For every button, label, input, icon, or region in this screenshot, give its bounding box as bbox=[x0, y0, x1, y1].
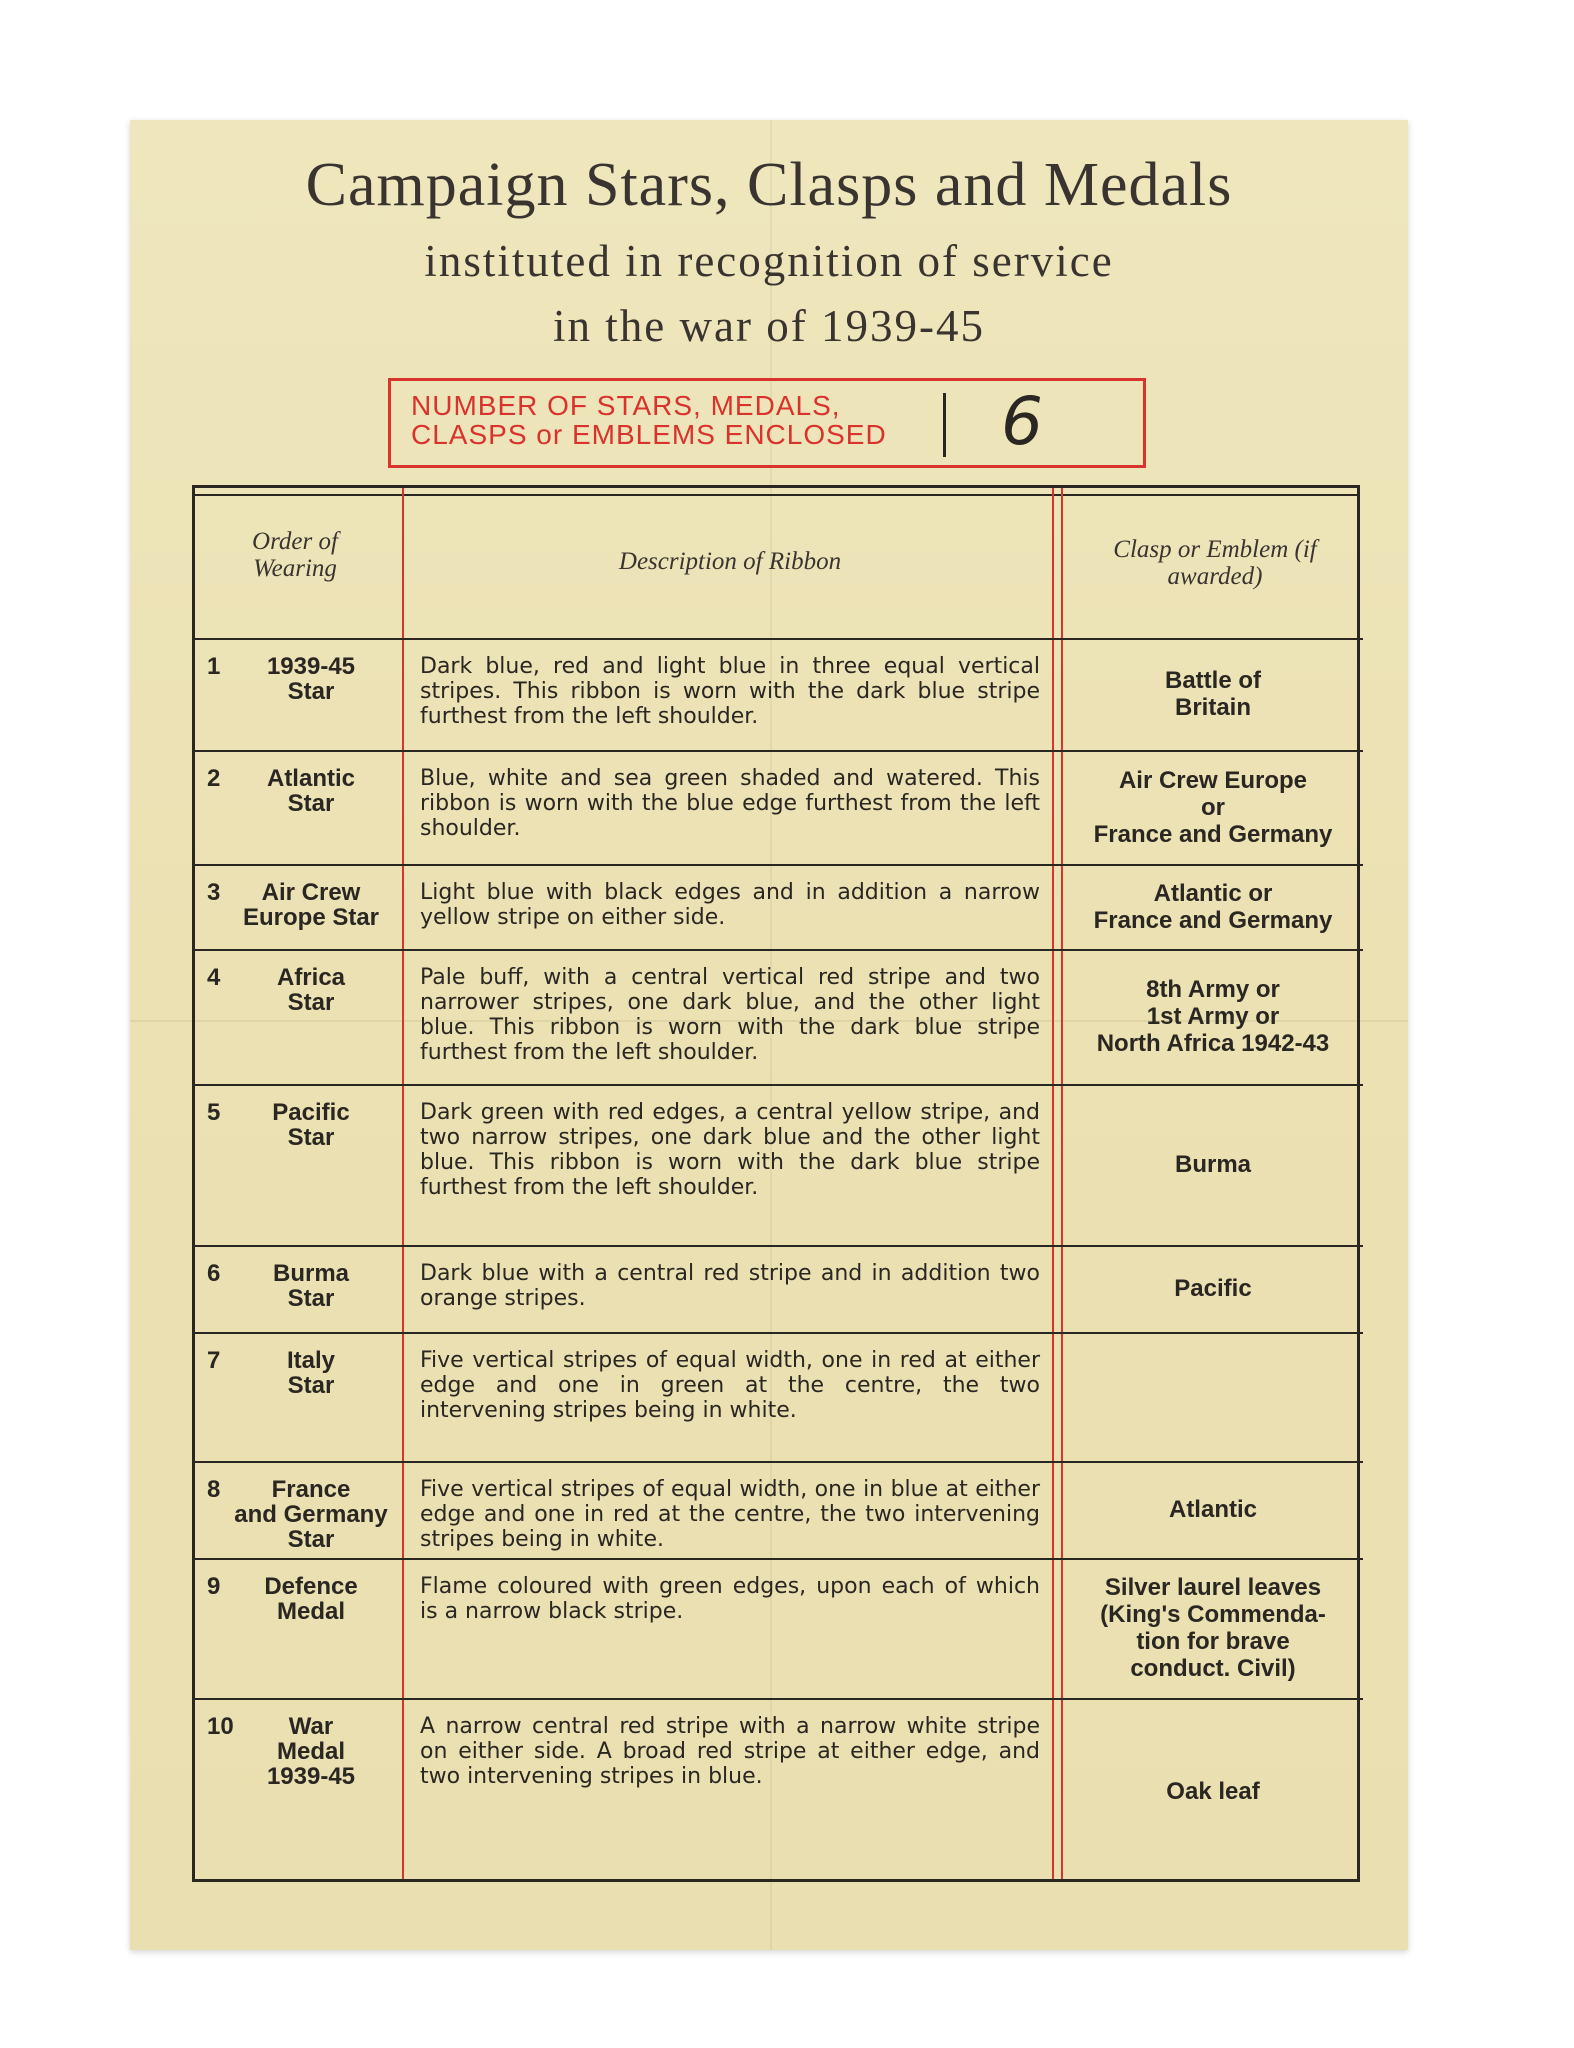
row-separator bbox=[195, 864, 1363, 866]
clasp-or-emblem: Atlantic or France and Germany bbox=[1093, 880, 1333, 934]
enclosed-count-label: NUMBER OF STARS, MEDALS, CLASPS or EMBLEMS ENCLOSED bbox=[411, 390, 887, 450]
ribbon-description: Flame coloured with green edges, upon each of which is a narrow black stripe. bbox=[420, 1574, 1040, 1624]
table-top-rule bbox=[195, 494, 1357, 496]
enclosed-count-box bbox=[388, 378, 1146, 468]
clasp-or-emblem: 8th Army or 1st Army or North Africa 1942-43 bbox=[1096, 976, 1330, 1057]
row-separator bbox=[195, 949, 1363, 951]
header-order-of-wearing: Order of Wearing bbox=[252, 528, 338, 582]
document-sheet bbox=[130, 120, 1408, 1950]
clasp-or-emblem: Burma bbox=[1174, 1151, 1252, 1178]
row-number: 7 bbox=[207, 1347, 221, 1374]
row-order-cell bbox=[203, 1714, 395, 1789]
column-divider-1 bbox=[402, 488, 404, 1879]
row-order-cell bbox=[203, 880, 395, 930]
ribbon-description: Five vertical stripes of equal width, one in red at either edge and one in green at the centre, the two intervening stripes being in white. bbox=[420, 1348, 1040, 1423]
row-number: 8 bbox=[207, 1476, 221, 1503]
row-separator bbox=[195, 750, 1363, 752]
enclosed-count-value: 6 bbox=[1001, 383, 1043, 460]
page-subtitle-line2: in the war of 1939-45 bbox=[553, 301, 985, 351]
row-separator bbox=[195, 1558, 1363, 1560]
medal-name: Atlantic Star bbox=[266, 765, 355, 817]
row-number: 3 bbox=[207, 879, 221, 906]
row-order-cell bbox=[203, 1574, 395, 1624]
ribbon-description: Five vertical stripes of equal width, one in blue at either edge and one in red at the centre, the two intervening stripes being in white. bbox=[420, 1477, 1040, 1552]
row-number: 9 bbox=[207, 1573, 221, 1600]
header-description-of-ribbon: Description of Ribbon bbox=[618, 548, 842, 575]
column-divider-2b bbox=[1061, 488, 1063, 1879]
row-order-cell bbox=[203, 1100, 395, 1150]
ribbon-description: Dark blue, red and light blue in three equal vertical stripes. This ribbon is worn with the dark blue stripe furthest from the left shoulder. bbox=[420, 654, 1040, 729]
clasp-or-emblem: Battle of Britain bbox=[1165, 667, 1261, 721]
ribbon-description: Dark green with red edges, a central yellow stripe, and two narrow stripes, one dark blue and the other light blue. This ribbon is worn with the dark blue stripe furthest from the left shoulder. bbox=[420, 1100, 1040, 1200]
medal-name: Pacific Star bbox=[272, 1099, 350, 1151]
row-number: 5 bbox=[207, 1099, 221, 1126]
row-separator bbox=[195, 1461, 1363, 1463]
row-order-cell bbox=[203, 965, 395, 1015]
clasp-or-emblem: Oak leaf bbox=[1166, 1778, 1260, 1805]
row-separator bbox=[195, 1245, 1363, 1247]
header-separator bbox=[195, 638, 1363, 640]
row-order-cell bbox=[203, 654, 395, 704]
medal-name: France and Germany Star bbox=[234, 1476, 388, 1553]
clasp-or-emblem: Pacific bbox=[1174, 1275, 1252, 1302]
row-separator bbox=[195, 1084, 1363, 1086]
ribbon-description: Pale buff, with a central vertical red stripe and two narrower stripes, one dark blue, and the other light blue. This ribbon is worn with the dark blue stripe furthest from the left shoulder. bbox=[420, 965, 1040, 1065]
medal-name: War Medal 1939-45 bbox=[266, 1713, 356, 1790]
ribbon-description: A narrow central red stripe with a narrow white stripe on either side. A broad red stripe at either edge, and two intervening stripes in blue. bbox=[420, 1714, 1040, 1789]
row-order-cell bbox=[203, 1477, 395, 1552]
page-title: Campaign Stars, Clasps and Medals bbox=[305, 151, 1233, 219]
ribbon-description: Blue, white and sea green shaded and watered. This ribbon is worn with the blue edge furthest from the left shoulder. bbox=[420, 766, 1040, 841]
row-separator bbox=[195, 1332, 1363, 1334]
column-divider-2a bbox=[1052, 488, 1054, 1879]
clasp-or-emblem: Silver laurel leaves (King's Commenda- tion for brave conduct. Civil) bbox=[1100, 1574, 1326, 1682]
medal-name: Africa Star bbox=[276, 964, 346, 1016]
header-clasp-or-emblem: Clasp or Emblem (if awarded) bbox=[1113, 536, 1317, 590]
row-number: 1 bbox=[207, 653, 221, 680]
medals-table bbox=[192, 485, 1360, 1882]
medal-name: Air Crew Europe Star bbox=[242, 879, 380, 931]
count-box-divider bbox=[943, 393, 946, 457]
row-number: 6 bbox=[207, 1260, 221, 1287]
row-number: 2 bbox=[207, 765, 221, 792]
row-number: 10 bbox=[207, 1713, 234, 1740]
page-subtitle-line1: instituted in recognition of service bbox=[424, 236, 1114, 286]
row-order-cell bbox=[203, 766, 395, 816]
row-order-cell bbox=[203, 1348, 395, 1398]
row-separator bbox=[195, 1698, 1363, 1700]
medal-name: 1939-45 Star bbox=[266, 653, 356, 705]
row-number: 4 bbox=[207, 964, 221, 991]
ribbon-description: Light blue with black edges and in addition a narrow yellow stripe on either side. bbox=[420, 880, 1040, 930]
clasp-or-emblem: Air Crew Europe or France and Germany bbox=[1093, 767, 1333, 848]
medal-name: Defence Medal bbox=[264, 1573, 358, 1625]
clasp-or-emblem: Atlantic bbox=[1168, 1496, 1257, 1523]
medal-name: Italy Star bbox=[286, 1347, 336, 1399]
row-order-cell bbox=[203, 1261, 395, 1311]
ribbon-description: Dark blue with a central red stripe and in addition two orange stripes. bbox=[420, 1261, 1040, 1311]
medal-name: Burma Star bbox=[272, 1260, 350, 1312]
